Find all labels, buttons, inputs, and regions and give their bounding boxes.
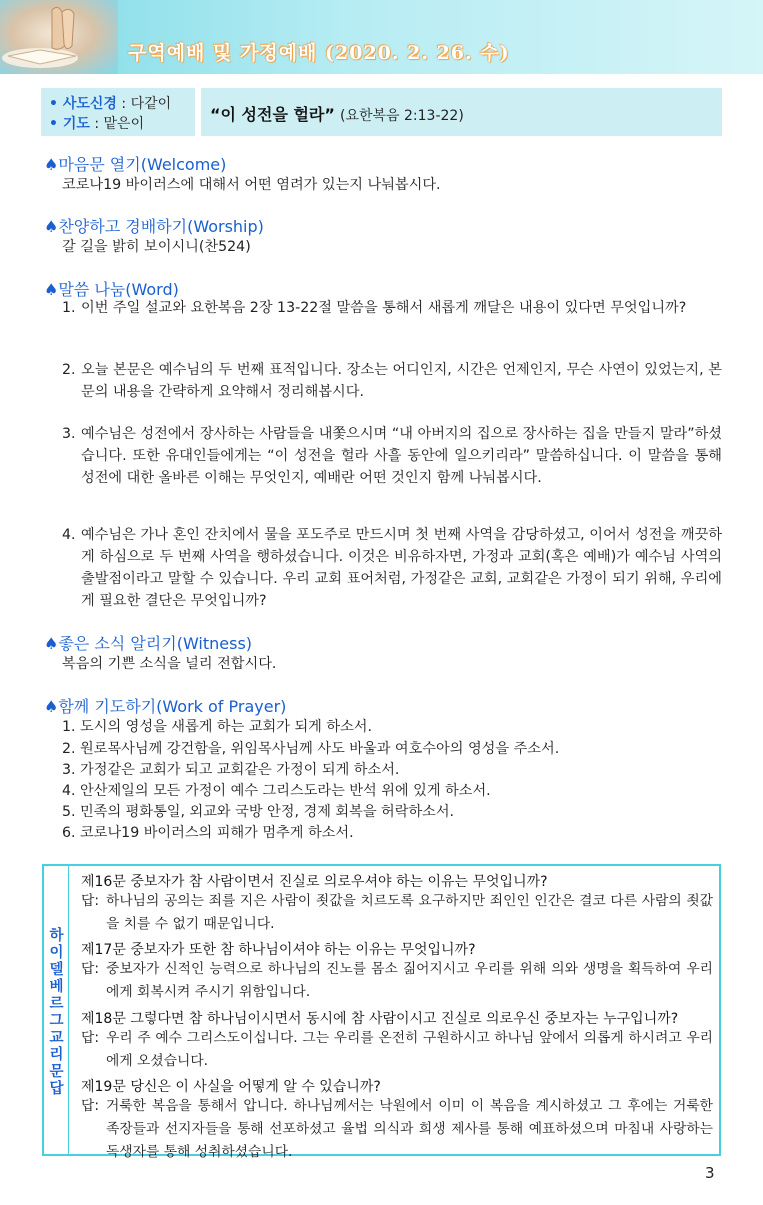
praying-hands-bible-image: [0, 0, 118, 74]
question-item: 1. 이번 주일 설교와 요한복음 2장 13-22절 말씀을 통해서 새롭게 깨달은 내용이 있다면 무엇입니까?: [62, 300, 687, 316]
service-info-box: [41, 88, 722, 136]
spade-icon: ♠: [44, 634, 59, 653]
service-roles-panel: [41, 88, 195, 136]
section-heading-prayer: ♠함께 기도하기(Work of Prayer): [44, 697, 287, 716]
catechism-question: 제17문 중보자가 또한 참 하나님이셔야 하는 이유는 무엇입니까?: [81, 942, 476, 958]
section-body-witness: 복음의 기쁜 소식을 널리 전합시다.: [62, 656, 277, 672]
spade-icon: ♠: [44, 155, 59, 174]
catechism-answer: 답: 우리 주 예수 그리스도이십니다. 그는 우리를 온전히 구원하시고 하나님 앞에서 의롭게 하시려고 우리에게 오셨습니다.: [81, 1030, 713, 1069]
catechism-answer: 답: 하나님의 공의는 죄를 지은 사람이 죗값을 치르도록 요구하지만 죄인인 인간은 결코 다른 사람의 죗값을 치를 수 없기 때문입니다.: [81, 893, 713, 932]
prayer-item: 4. 안산제일의 모든 가정이 예수 그리스도라는 반석 위에 있게 하소서.: [62, 783, 491, 799]
sermon-panel: [201, 88, 722, 136]
header-banner: [0, 0, 763, 74]
creed-row: • 사도신경 : 다같이: [49, 96, 172, 112]
catechism-side-label: [44, 866, 69, 1154]
spade-icon: ♠: [44, 697, 59, 716]
prayer-item: 6. 코로나19 바이러스의 피해가 멈추게 하소서.: [62, 825, 354, 841]
page-title: 구역예배 및 가정예배 (2020. 2. 26. 수): [128, 42, 510, 64]
section-heading-welcome: ♠마음문 열기(Welcome): [44, 155, 227, 174]
section-heading-worship: ♠찬양하고 경배하기(Worship): [44, 217, 264, 236]
prayer-value: 맡은이: [103, 116, 145, 132]
prayer-item: 2. 원로목사님께 강건함을, 위임목사님께 사도 바울과 여호수아의 영성을 주소서.: [62, 741, 560, 757]
page-number: 3: [705, 1164, 715, 1182]
catechism-answer: 답: 거룩한 복음을 통해서 압니다. 하나님께서는 낙원에서 이미 이 복음을 계시하셨고 그 후에는 거룩한 족장들과 선지자들을 통해 선포하셨고 율법 의식과 희생 제사를 통해 예표하셨으며 마침내 사랑하는 독생자를 통해 성취하셨습니다.: [81, 1098, 713, 1160]
question-item: 3. 예수님은 성전에서 장사하는 사람들을 내쫓으시며 “내 아버지의 집으로 장사하는 집을 만들지 말라”하셨습니다. 또한 유대인들에게는 “이 성전을 헐라 사흘 동안에 일으키리라” 말씀하십니다. 이 말씀을 통해 성전에 대한 올바른 이해는 무엇인지, 예배란 어떤 것인지 함께 나눠봅시다.: [62, 426, 722, 486]
spade-icon: ♠: [44, 280, 59, 299]
catechism-question: 제18문 그렇다면 참 하나님이시면서 동시에 참 사람이시고 진실로 의로우신 중보자는 누구입니까?: [81, 1011, 679, 1027]
spade-icon: ♠: [44, 217, 59, 236]
prayer-row: • 기도 : 맡은이: [49, 116, 145, 132]
prayer-item: 1. 도시의 영성을 새롭게 하는 교회가 되게 하소서.: [62, 719, 373, 735]
catechism-side-text: 하 이 델 베 르 그 교 리 문 답: [49, 928, 64, 1097]
section-heading-word: ♠말씀 나눔(Word): [44, 280, 179, 299]
sermon-title: “이 성전을 헐라”: [210, 105, 335, 124]
creed-value: 다같이: [130, 96, 172, 112]
section-heading-witness: ♠좋은 소식 알리기(Witness): [44, 634, 253, 653]
praying-hands-icon: [0, 0, 118, 74]
prayer-label: 기도: [62, 116, 90, 132]
prayer-item: 3. 가정같은 교회가 되고 교회같은 가정이 되게 하소서.: [62, 762, 400, 778]
question-item: 2. 오늘 본문은 예수님의 두 번째 표적입니다. 장소는 어디인지, 시간은 언제인지, 무슨 사연이 있었는지, 본문의 내용을 간략하게 요약해서 정리해봅시다.: [62, 362, 722, 400]
catechism-box: [42, 864, 721, 1160]
section-body-worship: 갈 길을 밝히 보이시니(찬524): [62, 239, 251, 255]
catechism-question: 제16문 중보자가 참 사람이면서 진실로 의로우셔야 하는 이유는 무엇입니까?: [81, 874, 548, 890]
prayer-item: 5. 민족의 평화통일, 외교와 국방 안정, 경제 회복을 허락하소서.: [62, 804, 455, 820]
sermon-reference: (요한복음 2:13-22): [340, 108, 464, 124]
catechism-answer: 답: 중보자가 신적인 능력으로 하나님의 진노를 몸소 짊어지시고 우리를 위해 의와 생명을 획득하여 우리에게 회복시켜 주시기 위함입니다.: [81, 961, 713, 1000]
question-item: 4. 예수님은 가나 혼인 잔치에서 물을 포도주로 만드시며 첫 번째 사역을 감당하셨고, 이어서 성전을 깨끗하게 하심으로 두 번째 사역을 행하셨습니다. 이것은 비유하자면, 가정과 교회(혹은 예배)가 예수님 사역의 출발점이라고 말할 수 있습니다. 우리 교회 표어처럼, 가정같은 교회, 교회같은 가정이 되기 위해, 우리에게 필요한 결단은 무엇입니까?: [62, 527, 722, 609]
sermon-line: [210, 102, 464, 125]
creed-label: 사도신경: [62, 96, 117, 112]
catechism-question: 제19문 당신은 이 사실을 어떻게 알 수 있습니까?: [81, 1079, 381, 1095]
section-body-welcome: 코로나19 바이러스에 대해서 어떤 염려가 있는지 나눠봅시다.: [62, 177, 441, 193]
